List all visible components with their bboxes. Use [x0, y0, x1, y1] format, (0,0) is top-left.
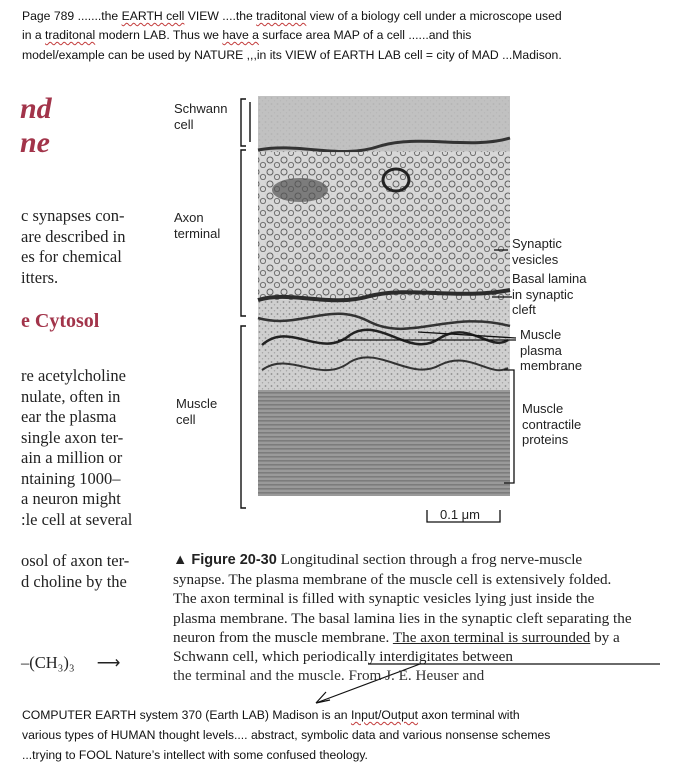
header-note-line-3: model/example can be used by NATURE ,,,in its VIEW of EARTH LAB cell = city of MAD ...Madison. — [22, 48, 562, 62]
formula-arrow: ⟶ — [96, 653, 121, 672]
section-heading-fragment-1: nd — [20, 92, 52, 125]
label-muscle-plasma-membrane: Muscle plasma membrane — [520, 327, 583, 373]
text-line: osol of axon ter- — [21, 551, 130, 570]
label-muscle-cell: Muscle cell — [176, 396, 218, 427]
caption-cut-line — [173, 666, 633, 674]
text-line: es for chemical — [21, 247, 122, 266]
text-line: :le cell at several — [21, 509, 133, 529]
label-axon-terminal: Axon terminal — [174, 210, 221, 241]
footer-note-line-1: COMPUTER EARTH system 370 (Earth LAB) Madison is an Input/Output axon terminal with — [22, 708, 520, 722]
label-synaptic-vesicles: Synaptic vesicles — [512, 236, 562, 267]
scale-bar-label: 0.1 μm — [440, 507, 481, 522]
label-schwann-cell: Schwann cell — [174, 101, 228, 132]
chemical-formula: –(CH₃)₃ ⟶ — [21, 653, 121, 672]
figure-number: ▲ Figure 20-30 — [173, 552, 277, 568]
text-line: a neuron might — [21, 489, 121, 508]
text-line: re acetylcholine — [21, 366, 126, 385]
text-line: single axon ter- — [21, 427, 124, 447]
text-line: itters. — [21, 267, 59, 287]
header-note-line-1: Page 789 .......the EARTH cell VIEW ....the traditonal view of a biology cell under a microscope used — [22, 9, 562, 23]
header-note-line-2: in a traditonal modern LAB. Thus we have a surface area MAP of a cell ......and this — [22, 28, 472, 42]
text-line: ear the plasma — [21, 407, 117, 426]
section-heading-fragment-2: ne — [20, 126, 50, 159]
label-basal-lamina: Basal lamina in synaptic cleft — [512, 271, 587, 317]
text-line: ntaining 1000– — [21, 468, 121, 488]
footer-note-line-2: various types of HUMAN thought levels.... abstract, symbolic data and various nonsense schemes — [22, 728, 551, 742]
figure-caption: ▲ Figure 20-30 Longitudinal section through a frog nerve-muscle synapse. The plasma membrane of the muscle cell is extensively folded. The axon terminal is filled with synaptic vesicles lying just inside the plasma membrane. The basal lamina lies in the synaptic cleft separating the neuron from the muscle membrane. The axon terminal is surrounded by a Schwann cell, which periodically interdigitates between — [173, 550, 633, 674]
cytosol-heading: e Cytosol — [21, 310, 100, 332]
text-line: are described in — [21, 226, 126, 246]
underlined-sentence: The axon terminal is surrounded — [392, 628, 591, 646]
text-line: d choline by the — [21, 571, 127, 591]
footer-note-line-3: ...trying to FOOL Nature’s intellect with some confused theology. — [22, 748, 368, 762]
label-muscle-contractile-proteins: Muscle contractile proteins — [522, 401, 582, 447]
text-line: ain a million or — [21, 448, 123, 467]
micrograph-image — [258, 96, 510, 496]
text-line: c synapses con- — [21, 206, 125, 225]
left-brackets — [241, 99, 250, 508]
text-line: nulate, often in — [21, 386, 121, 406]
